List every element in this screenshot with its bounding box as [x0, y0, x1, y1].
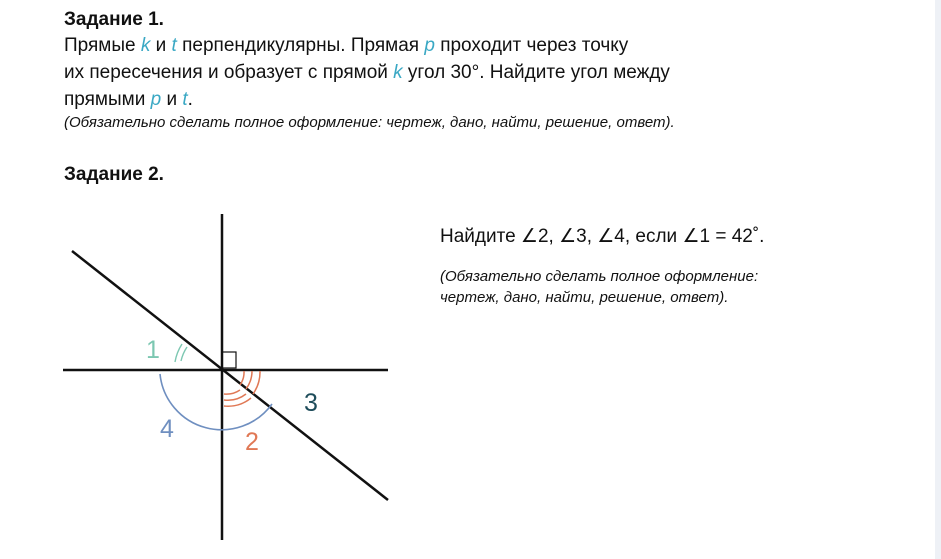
text-fragment: прямыми [64, 89, 151, 110]
page-edge [935, 0, 941, 559]
text-fragment: перпендикулярны. Прямая [176, 35, 425, 56]
variable-p: p [424, 35, 435, 56]
diagonal-line [72, 251, 388, 500]
variable-t: t [171, 35, 177, 56]
text-fragment: угол 30°. Найдите угол между [402, 62, 670, 83]
angle-4-label: 4 [160, 415, 174, 443]
angle-1-arc [181, 347, 187, 361]
task-1-note: (Обязательно сделать полное оформление: чертеж, дано, найти, решение, ответ). [64, 114, 675, 131]
angle-figure [0, 0, 420, 559]
text-fragment: проходит через точку [434, 35, 629, 56]
text-fragment: их пересечения и образует с прямой [64, 62, 394, 83]
task-2-note: (Обязательно сделать полное оформление: чертеж, дано, найти, решение, ответ). [440, 268, 759, 306]
angle-3-arc [240, 371, 244, 385]
text-fragment: Прямые [64, 35, 141, 56]
task-1-heading: Задание 1. [64, 9, 164, 30]
right-angle-mark [222, 352, 236, 368]
angle-3-arc [253, 371, 260, 394]
variable-k: k [140, 35, 151, 56]
angle-2-arc [224, 390, 240, 394]
variable-k: k [393, 62, 403, 83]
angle-1-label: 1 [146, 336, 160, 364]
angle-2-label: 2 [245, 428, 259, 456]
angle-2-arc [224, 394, 246, 400]
text-fragment: и [150, 35, 172, 56]
variable-t: t [182, 89, 188, 110]
text-fragment: . [187, 89, 193, 110]
task-2-question: Найдите ∠2, ∠3, ∠4, если ∠1 = 42˚. [440, 226, 765, 247]
angle-4-arc [160, 374, 272, 430]
variable-p: p [150, 89, 162, 110]
text-fragment: и [161, 89, 183, 110]
task-2-heading: Задание 2. [64, 164, 164, 185]
angle-3-label: 3 [304, 389, 318, 417]
angle-3-arc [246, 371, 252, 389]
